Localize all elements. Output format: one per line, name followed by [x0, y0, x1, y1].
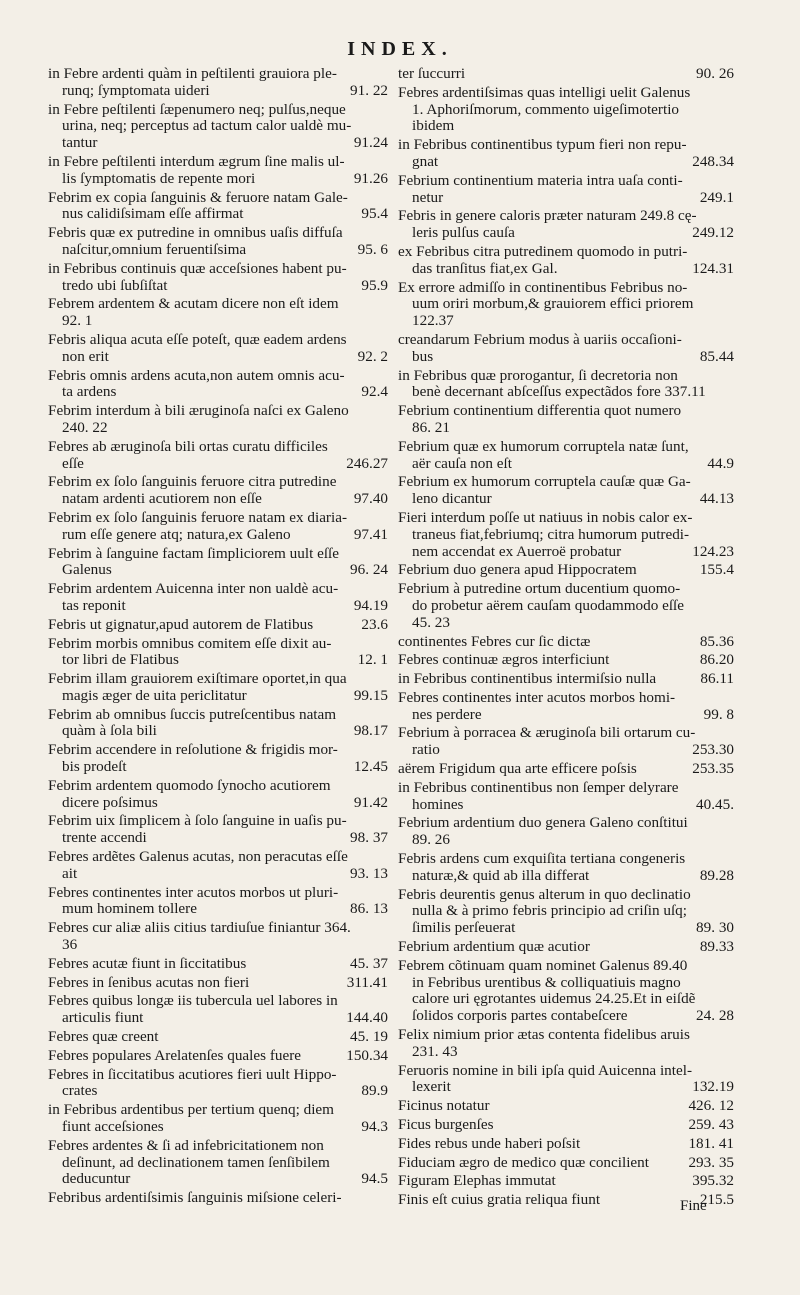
entry-page-ref: 92. 2 [357, 347, 388, 365]
entry-text-line: Febres continentes inter acutos morbos ut pluri- [48, 883, 339, 901]
entry-page-ref: 89. 30 [696, 919, 734, 937]
entry-text-line: Ficinus notatur [398, 1097, 490, 1115]
entry-text-line: homines [412, 795, 464, 813]
entry-text-line: bis prodeſt [62, 758, 127, 776]
entry-page-ref: 12.45 [353, 758, 388, 776]
index-entry [398, 887, 734, 937]
entry-text-line: nes perdere [412, 705, 482, 723]
entry-page-ref: 99.15 [353, 686, 388, 704]
entry-text-line: in Febribus urentibus & colliquatiuis magno [412, 973, 681, 991]
entry-page-ref: 98. 37 [350, 829, 388, 847]
entry-page-ref: 249.12 [692, 224, 734, 242]
entry-page-ref: 91.26 [353, 169, 388, 187]
entry-page-ref: 99. 8 [703, 705, 734, 723]
entry-text-line: Finis eſt cuius gratia reliqua fiunt [398, 1191, 601, 1209]
index-entry [48, 225, 388, 259]
entry-text-line: Febrim ex ſolo ſanguinis feruore natam ex diaria- [48, 508, 348, 526]
entry-page-ref: 253.35 [692, 760, 734, 778]
index-entry [398, 173, 734, 207]
entry-text-line: traneus fiat,febriumq; citra humorum putredi- [412, 525, 690, 543]
entry-page-ref: 93. 13 [350, 864, 388, 882]
entry-page-ref: 40.45. [696, 795, 734, 813]
entry-text-line: naturæ,& quid ab illa differat [412, 866, 590, 884]
entry-text-line: nem accendat ex Auerroë probatur [412, 542, 622, 560]
index-entry [398, 244, 734, 278]
index-entry [398, 1027, 734, 1061]
index-entry [48, 671, 388, 705]
entry-page-ref: 85.44 [699, 347, 734, 365]
index-entry [48, 439, 388, 473]
entry-page-ref: 91.24 [353, 134, 388, 152]
entry-text-line: das tranſitus fiat,ex Gal. [412, 259, 558, 277]
entry-text-line: Galenus [62, 561, 112, 579]
entry-text-line: Febrium ardentium duo genera Galeno conſtitui [398, 814, 688, 832]
entry-page-ref: 45. 37 [350, 954, 388, 972]
entry-text-line: Febres continuæ ægros interficiunt [398, 651, 610, 669]
index-entry [398, 474, 734, 508]
index-entry [398, 368, 734, 402]
entry-page-ref: 311.41 [346, 973, 388, 991]
entry-text-line: Febrium continentium materia intra uaſa conti- [398, 171, 683, 189]
index-entry [48, 975, 388, 992]
entry-text-line: Febrem cõtinuam quam nominet Galenus 89.40 [398, 956, 688, 974]
entry-page-ref: 23.6 [361, 615, 388, 633]
entry-text-line: ſolidos corporis partes contabeſcere [412, 1007, 628, 1025]
index-entry [398, 671, 734, 688]
index-entry [48, 742, 388, 776]
entry-text-line: articulis fiunt [62, 1009, 144, 1027]
entry-page-ref: 181. 41 [688, 1134, 734, 1152]
entry-text-line: in Febre ardenti quàm in peſtilenti grauiora ple- [48, 65, 337, 82]
entry-text-line: Febris ut gignatur,apud autorem de Flatibus [48, 615, 314, 633]
index-entry [48, 849, 388, 883]
entry-text-line: gnat [412, 152, 439, 170]
index-entry [398, 137, 734, 171]
entry-text-line: mum hominem tollere [62, 900, 197, 918]
index-entry [48, 1067, 388, 1101]
entry-page-ref: 94.5 [361, 1170, 388, 1188]
entry-text-line: eſſe [62, 454, 84, 472]
entry-page-ref: 246.27 [346, 454, 388, 472]
entry-text-line: natam ardenti acutiorem non eſſe [62, 490, 262, 508]
entry-page-ref: 144.40 [346, 1009, 388, 1027]
index-entry [398, 1063, 734, 1097]
entry-text-line: Febrium duo genera apud Hippocratem [398, 561, 637, 579]
entry-text-line: 122.37 [412, 312, 454, 330]
entry-text-line: Figuram Elephas immutat [398, 1172, 556, 1190]
entry-text-line: naſcitur,omnium feruentiſsima [62, 240, 247, 258]
index-entry [48, 154, 388, 188]
entry-text-line: non erit [62, 347, 109, 365]
entry-text-line: Febres ab æruginoſa bili ortas curatu difficiles [48, 437, 328, 455]
entry-text-line: in Febribus continentibus intermiſsio nulla [398, 670, 657, 688]
index-entry [48, 102, 388, 152]
entry-text-line: trente accendi [62, 829, 147, 847]
index-entry [398, 1173, 734, 1190]
index-entry [398, 815, 734, 849]
entry-text-line: Febrium continentium differentia quot numero [398, 402, 682, 420]
entry-text-line: Feruoris nomine in bili ipſa quid Auicenna intel- [398, 1061, 692, 1079]
index-entry [398, 1155, 734, 1172]
entry-text-line: dicere poſsimus [62, 793, 158, 811]
entry-text-line: Fides rebus unde haberi poſsit [398, 1134, 581, 1152]
entry-text-line: leris pulſus cauſa [412, 224, 515, 242]
entry-page-ref: 150.34 [346, 1046, 388, 1064]
entry-text-line: Febrim ex ſolo ſanguinis feruore citra putredine [48, 473, 337, 491]
entry-text-line: ait [62, 864, 78, 882]
index-entry [398, 1117, 734, 1134]
index-entry [398, 332, 734, 366]
index-entry [398, 562, 734, 579]
entry-text-line: Febres in ſenibus acutas non fieri [48, 973, 250, 991]
index-entry [48, 66, 388, 100]
index-entry [48, 510, 388, 544]
index-entry [48, 885, 388, 919]
entry-text-line: ter ſuccurri [398, 65, 466, 82]
entry-text-line: benè decernant abſceſſus expectãdos fore 337.11 [412, 383, 706, 401]
entry-text-line: 92. 1 [62, 312, 93, 330]
entry-page-ref: 44.13 [699, 490, 734, 508]
index-entry [398, 280, 734, 330]
entry-text-line: Febrim interdum à bili æruginoſa naſci ex Galeno [48, 402, 349, 420]
entry-text-line: Felix nimium prior ætas contenta fidelibus aruis [398, 1026, 690, 1044]
entry-text-line: Febrium quæ ex humorum corruptela natæ ſunt, [398, 437, 689, 455]
entry-page-ref: 94.19 [353, 596, 388, 614]
entry-text-line: bus [412, 347, 434, 365]
entry-text-line: in Febribus quæ prorogantur, ſi decretoria non [398, 366, 678, 384]
entry-text-line: Febres ardẽtes Galenus acutas, non peracutas eſſe [48, 848, 348, 866]
entry-text-line: tor libri de Flatibus [62, 651, 179, 669]
entry-text-line: 36 [62, 936, 78, 954]
entry-text-line: nus calidiſsimam eſſe affirmat [62, 205, 244, 223]
index-entry [48, 920, 388, 954]
left-column [48, 66, 388, 1209]
entry-text-line: Ficus burgenſes [398, 1116, 494, 1134]
entry-text-line: tas reponit [62, 596, 126, 614]
index-entry [48, 707, 388, 741]
entry-text-line: Febres continentes inter acutos morbos homi- [398, 688, 676, 706]
entry-text-line: Febris deurentis genus alterum in quo declinatio [398, 885, 691, 903]
entry-text-line: in Febre peſtilenti ſæpenumero neq; pulſus,neque [48, 100, 346, 118]
entry-text-line: 86. 21 [412, 418, 450, 436]
entry-page-ref: 85.36 [699, 632, 734, 650]
entry-text-line: tantur [62, 134, 98, 152]
entry-page-ref: 91.42 [353, 793, 388, 811]
entry-text-line: creandarum Febrium modus à uariis occaſioni- [398, 330, 682, 348]
entry-text-line: Febris aliqua acuta eſſe poteſt, quæ eadem ardens [48, 330, 347, 348]
entry-text-line: tredo ubi ſubſiſtat [62, 276, 168, 294]
index-entry [48, 1102, 388, 1136]
entry-text-line: Febrim ardentem quomodo ſynocho acutiorem [48, 776, 331, 794]
entry-page-ref: 86.20 [699, 651, 734, 669]
index-entry [398, 725, 734, 759]
index-entry [398, 958, 734, 1025]
entry-text-line: Febres quibus longæ iis tubercula uel labores in [48, 992, 338, 1010]
index-entry [398, 85, 734, 135]
entry-text-line: aër cauſa non eſt [412, 454, 512, 472]
entry-text-line: Febris omnis ardens acuta,non autem omnis acu- [48, 366, 345, 384]
index-entry [398, 761, 734, 778]
entry-text-line: Febres ardentiſsimas quas intelligi uelit Galenus [398, 83, 691, 101]
entry-text-line: Febres in ſiccitatibus acutiores fieri uult Hippo- [48, 1065, 337, 1083]
index-entry [48, 993, 388, 1027]
entry-text-line: Febrim ex copia ſanguinis & feruore natam Gale- [48, 188, 348, 206]
entry-text-line: fiunt acceſsiones [62, 1118, 164, 1136]
entry-text-line: magis æger de uita periclitatur [62, 686, 247, 704]
entry-text-line: Febrium à porracea & æruginoſa bili ortarum cu- [398, 724, 696, 742]
index-entry [398, 581, 734, 631]
index-entry [48, 261, 388, 295]
entry-page-ref: 426. 12 [688, 1097, 734, 1115]
index-entry [398, 208, 734, 242]
index-entry [398, 690, 734, 724]
index-entry [398, 1098, 734, 1115]
entry-text-line: do probetur aërem cauſam quodammodo eſſe [412, 596, 685, 614]
entry-page-ref: 89.28 [699, 866, 734, 884]
entry-text-line: ta ardens [62, 383, 117, 401]
entry-text-line: Febrium à putredine ortum ducentium quomo- [398, 580, 681, 598]
entry-text-line: in Febribus ardentibus per tertium quenq; diem [48, 1101, 334, 1119]
index-entry [398, 634, 734, 651]
entry-text-line: in Febribus continentibus non ſemper delyrare [398, 778, 679, 796]
entry-text-line: ibidem [412, 117, 455, 135]
entry-text-line: ratio [412, 741, 440, 759]
entry-text-line: 1. Aphoriſmorum, commento uigeſimotertio [412, 100, 680, 118]
entry-page-ref: 44.9 [707, 454, 734, 472]
entry-text-line: ſimilis perſeuerat [412, 919, 516, 937]
entry-text-line: Fieri interdum poſſe ut natiuus in nobis calor ex- [398, 508, 693, 526]
entry-page-ref: 91. 22 [350, 81, 388, 99]
entry-page-ref: 94.3 [361, 1118, 388, 1136]
entry-text-line: Febrim accendere in reſolutione & frigidis mor- [48, 741, 338, 759]
index-entry [48, 403, 388, 437]
index-entry [48, 1048, 388, 1065]
index-entry [48, 778, 388, 812]
right-column [398, 66, 734, 1211]
entry-page-ref: 95. 6 [357, 240, 388, 258]
entry-text-line: Febrem ardentem & acutam dicere non eſt idem [48, 295, 339, 313]
entry-text-line: rum eſſe genere atq; natura,ex Galeno [62, 525, 291, 543]
index-entry [48, 956, 388, 973]
entry-page-ref: 248.34 [692, 152, 734, 170]
index-entry [48, 813, 388, 847]
index-entry [398, 439, 734, 473]
entry-text-line: leno dicantur [412, 490, 492, 508]
entry-page-ref: 86.11 [700, 670, 734, 688]
entry-page-ref: 95.9 [361, 276, 388, 294]
entry-text-line: Febrim morbis omnibus comitem eſſe dixit au- [48, 634, 332, 652]
entry-page-ref: 215.5 [699, 1191, 734, 1209]
index-entry [398, 1136, 734, 1153]
entry-text-line: lis ſymptomatis de repente mori [62, 169, 256, 187]
entry-page-ref: 98.17 [353, 722, 388, 740]
entry-text-line: Febrim uix ſimplicem à ſolo ſanguine in uaſis pu- [48, 812, 347, 830]
entry-text-line: ex Febribus citra putredinem quomodo in putri- [398, 242, 688, 260]
entry-text-line: calore uri ęgrotantes uidemus 24.25.Et in eiſdẽ [412, 990, 696, 1008]
entry-text-line: Febres quæ creent [48, 1028, 159, 1046]
entry-text-line: Febribus ardentiſsimis ſanguinis miſsione celeri- [48, 1189, 342, 1207]
entry-text-line: uum oriri morbum,& grauiorem effici priorem [412, 295, 694, 313]
entry-page-ref: 155.4 [699, 561, 734, 579]
entry-text-line: Febres cur aliæ aliis citius tardiuſue finiantur 364. [48, 919, 351, 937]
index-entry [48, 636, 388, 670]
entry-page-ref: 90. 26 [696, 65, 734, 82]
entry-text-line: crates [62, 1082, 98, 1100]
entry-page-ref: 92.4 [361, 383, 388, 401]
index-entry [48, 332, 388, 366]
entry-text-line: Febrium ex humorum corruptela cauſæ quæ Ga- [398, 473, 691, 491]
entry-text-line: continentes Febres cur ſic dictæ [398, 632, 591, 650]
index-entry [48, 190, 388, 224]
entry-text-line: in Febribus continuis quæ acceſsiones habent pu- [48, 259, 347, 277]
entry-page-ref: 395.32 [692, 1172, 734, 1190]
entry-page-ref: 24. 28 [696, 1007, 734, 1025]
entry-text-line: nulla & à primo febris principio ad criſin uſq; [412, 902, 687, 920]
index-entry [48, 1190, 388, 1207]
entry-text-line: Febres acutæ fiunt in ſiccitatibus [48, 954, 247, 972]
entry-text-line: Febrium ardentium quæ acutior [398, 938, 590, 956]
index-entry [398, 403, 734, 437]
index-entry [48, 296, 388, 330]
entry-text-line: Febres ardentes & ſi ad infebricitationem non [48, 1136, 324, 1154]
entry-text-line: Febris quæ ex putredine in omnibus uaſis diffuſa [48, 224, 343, 242]
entry-page-ref: 96. 24 [350, 561, 388, 579]
entry-text-line: netur [412, 188, 444, 206]
entry-page-ref: 293. 35 [688, 1153, 734, 1171]
entry-text-line: Febris in genere caloris præter naturam 249.8 cę- [398, 207, 697, 225]
index-entry [48, 474, 388, 508]
entry-text-line: runq; ſymptomata uideri [62, 81, 210, 99]
entry-text-line: Febrim ab omnibus ſuccis putreſcentibus natam [48, 705, 337, 723]
entry-text-line: urina, neq; perceptus ad tactum calor ualdè mu- [62, 117, 352, 135]
entry-page-ref: 259. 43 [688, 1116, 734, 1134]
index-entry [48, 368, 388, 402]
entry-page-ref: 89.33 [699, 938, 734, 956]
entry-page-ref: 124.31 [692, 259, 734, 277]
entry-text-line: Febrim à ſanguine factam ſimpliciorem uult eſſe [48, 544, 340, 562]
entry-text-line: Febres populares Arelatenſes quales fuere [48, 1046, 302, 1064]
entry-page-ref: 132.19 [692, 1078, 734, 1096]
index-entry [48, 581, 388, 615]
entry-text-line: 89. 26 [412, 831, 450, 849]
entry-page-ref: 249.1 [699, 188, 734, 206]
index-entry [398, 851, 734, 885]
entry-page-ref: 86. 13 [350, 900, 388, 918]
entry-page-ref: 253.30 [692, 741, 734, 759]
entry-page-ref: 45. 19 [350, 1028, 388, 1046]
entry-text-line: Febrim ardentem Auicenna inter non ualdè acu- [48, 580, 339, 598]
entry-page-ref: 95.4 [361, 205, 388, 223]
entry-text-line: deſinunt, ad declinationem tamen ſenſibilem [62, 1153, 330, 1171]
entry-text-line: in Febribus continentibus typum fieri non repu- [398, 136, 687, 154]
entry-text-line: quàm à ſola bili [62, 722, 157, 740]
entry-page-ref: 89.9 [361, 1082, 388, 1100]
index-entry [398, 780, 734, 814]
entry-text-line: Febris ardens cum exquiſita tertiana congeneris [398, 850, 686, 868]
entry-text-line: Ex errore admiſſo in continentibus Febribus no- [398, 278, 688, 296]
entry-text-line: aërem Frigidum qua arte efficere poſsis [398, 760, 637, 778]
index-entry [398, 66, 734, 83]
entry-page-ref: 12. 1 [357, 651, 388, 669]
entry-text-line: Febrim illam grauiorem exiſtimare oportet,in qua [48, 670, 347, 688]
entry-text-line: Fiduciam ægro de medico quæ concilient [398, 1153, 649, 1171]
entry-text-line: lexerit [412, 1078, 451, 1096]
index-entry [398, 652, 734, 669]
entry-page-ref: 97.40 [353, 490, 388, 508]
index-entry [48, 1138, 388, 1188]
entry-text-line: 45. 23 [412, 613, 450, 631]
index-entry [398, 939, 734, 956]
entry-text-line: 231. 43 [412, 1042, 458, 1060]
page-header: INDEX. [347, 38, 453, 60]
index-entry [398, 510, 734, 560]
entry-text-line: 240. 22 [62, 418, 108, 436]
index-entry [48, 546, 388, 580]
index-entry [48, 617, 388, 634]
entry-text-line: deducuntur [62, 1170, 131, 1188]
entry-text-line: in Febre peſtilenti interdum ægrum ſine malis ul- [48, 152, 345, 170]
entry-page-ref: 97.41 [353, 525, 388, 543]
entry-page-ref: 124.23 [692, 542, 734, 560]
catchword: Fine [680, 1198, 707, 1214]
index-entry [48, 1029, 388, 1046]
